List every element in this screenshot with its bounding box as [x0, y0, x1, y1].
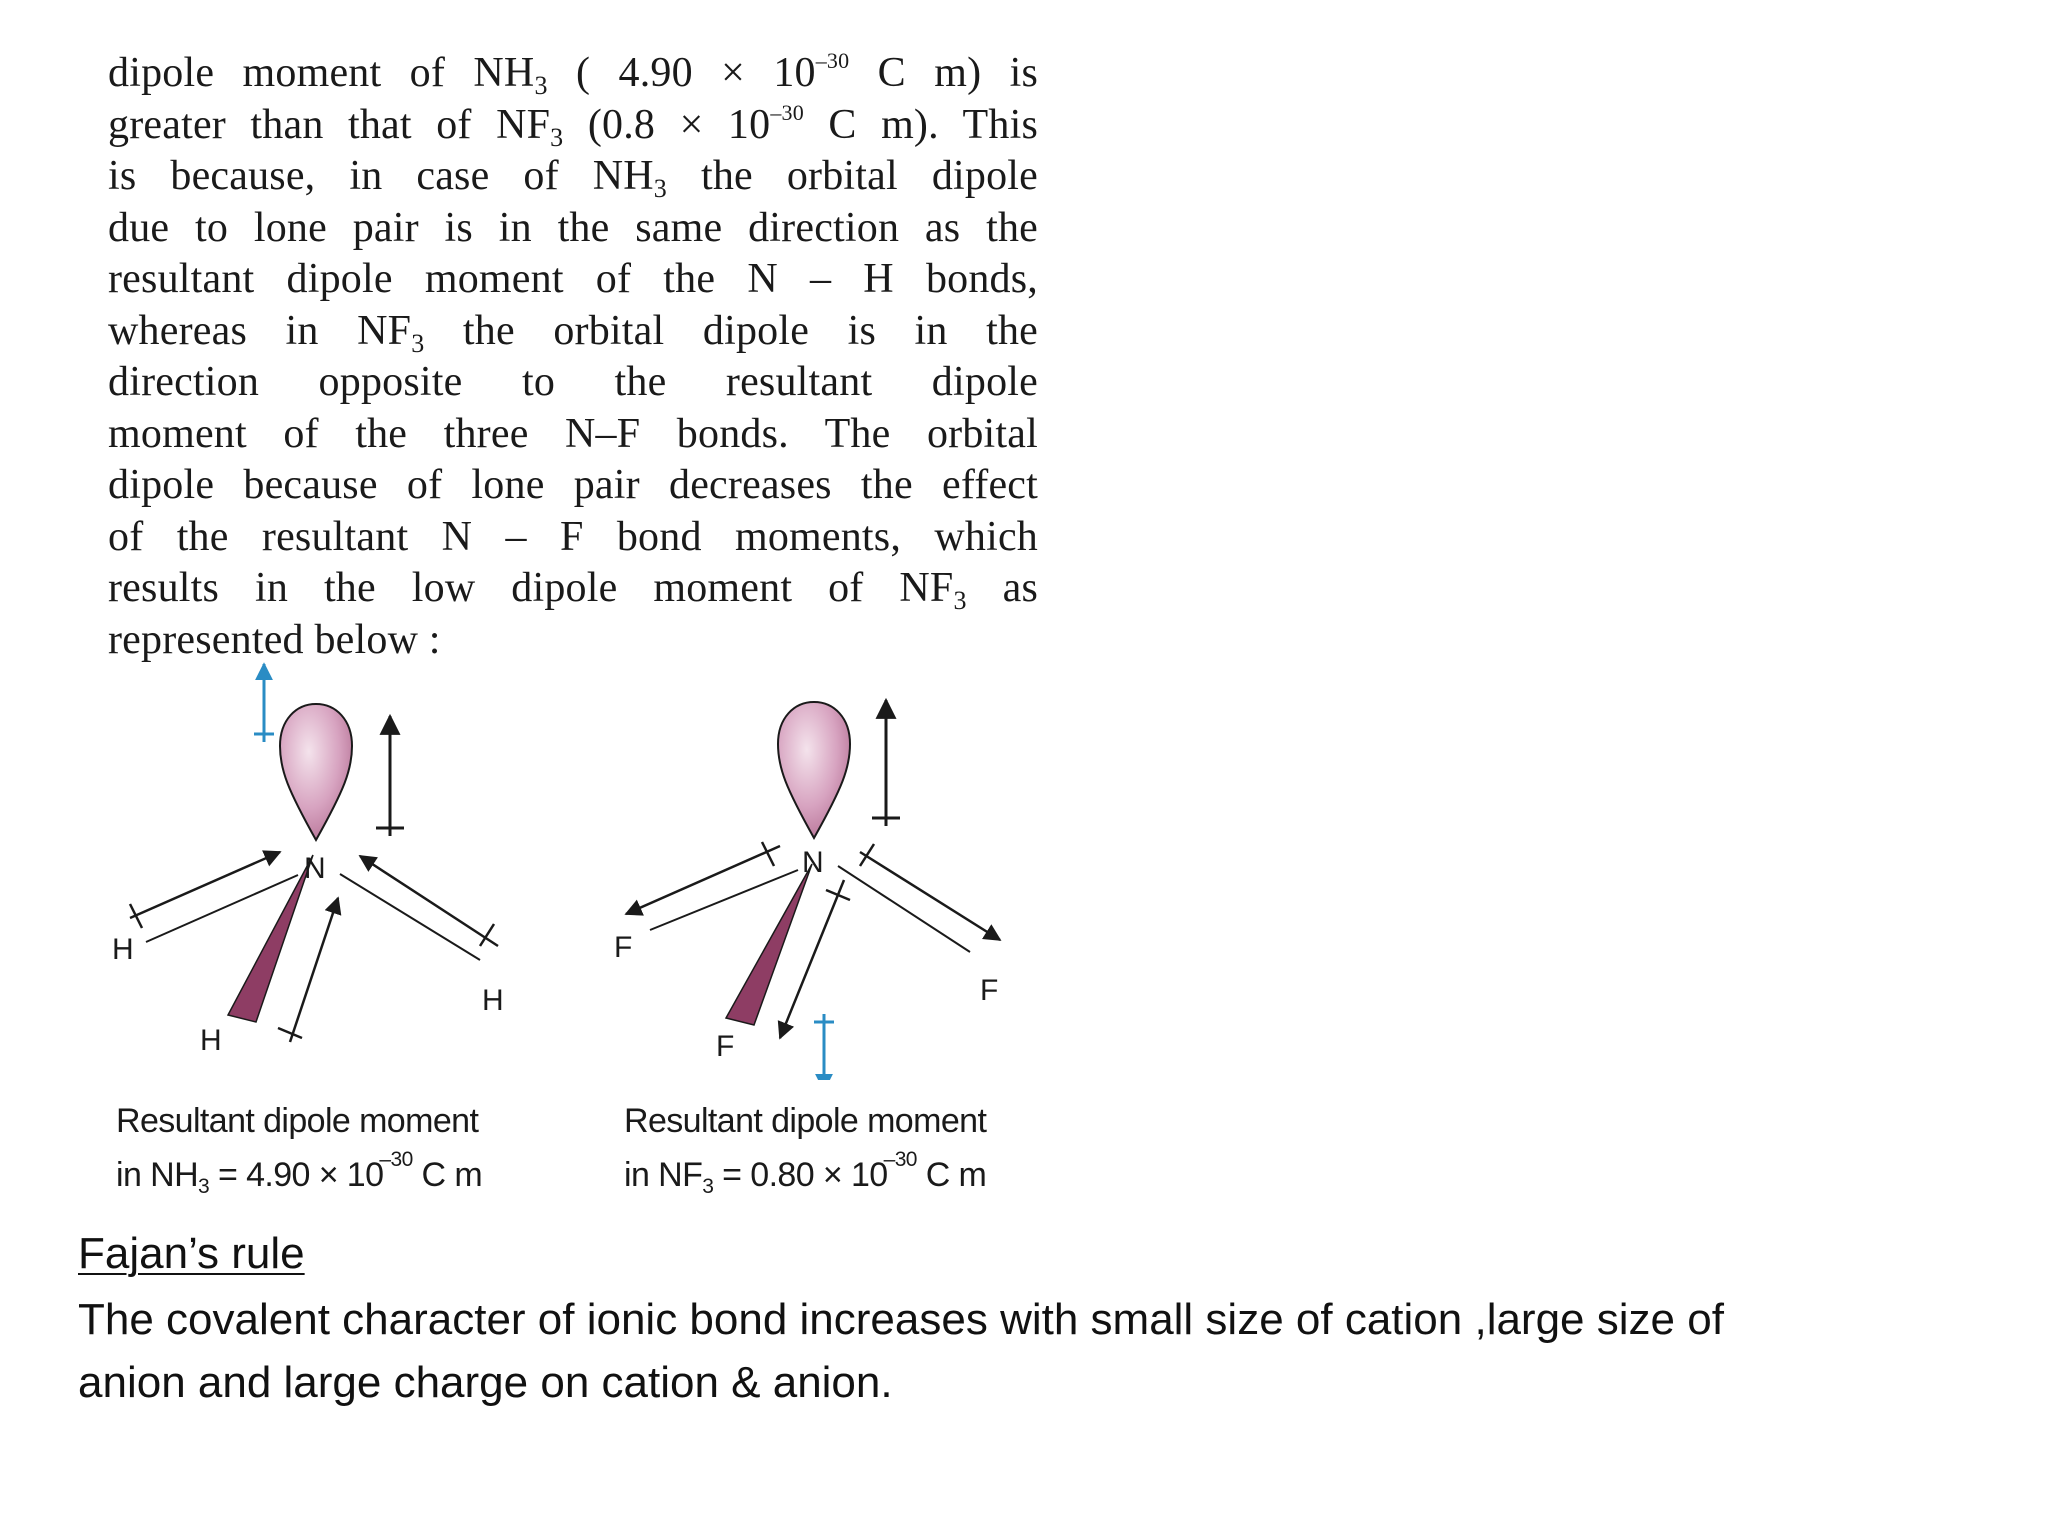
nh3-atom-h-left: H: [112, 933, 134, 966]
dipole-diagrams: [108, 660, 1038, 1085]
fajan-rule-line2: anion and large charge on cation & anion.: [78, 1358, 893, 1407]
nh3-dipole-arrow-left: [130, 852, 280, 918]
paragraph-line: of the resultant N – F bond moments, which: [108, 513, 1038, 560]
nf3-atom-f-bottom: F: [716, 1030, 735, 1063]
paragraph-line: whereas in $NF_3$ the orbital dipole is in the: [108, 307, 1039, 358]
paragraph-line: is because, in case of $NH_3$ the orbital dipole: [108, 153, 1038, 203]
fajan-rule-text: [78, 1288, 1958, 1414]
nh3-wedge-bond: [228, 855, 313, 1022]
nf3-caption-line2: in $NF_3 = 0.80 \times 10^{-30}$ C m: [624, 1148, 987, 1198]
nf3-molecule: [614, 700, 1000, 1080]
nh3-dipole-cross-bottom: [278, 1028, 302, 1038]
paragraph-line: results in the low dipole moment of $NF_3$ as: [108, 565, 1038, 615]
paragraph-line: represented below :: [108, 616, 441, 663]
paragraph-line: dipole because of lone pair decreases the effect: [108, 462, 1038, 508]
fajan-rule-line1: The covalent character of ionic bond increases with small size of cation ,large size of: [78, 1295, 1724, 1344]
nf3-wedge-bond: [726, 864, 812, 1025]
nf3-dipole-arrow-left: [626, 846, 780, 914]
nf3-caption: [624, 1094, 986, 1202]
nf3-dipole-cross-right: [860, 844, 874, 866]
paragraph-line: due to lone pair is in the same direction as the: [108, 204, 1038, 251]
paragraph-line: direction opposite to the resultant dipole: [108, 359, 1038, 405]
nh3-dipole-arrow-bottom: [290, 898, 338, 1042]
nf3-atom-f-right: F: [980, 974, 999, 1007]
nf3-caption-line1: Resultant dipole moment: [624, 1102, 987, 1140]
dipole-diagram-svg: [108, 660, 1038, 1080]
nh3-dipole-arrow-right: [360, 856, 498, 946]
nh3-lone-pair-lobe: [280, 704, 352, 840]
fajan-rule-heading: Fajan’s rule: [78, 1229, 305, 1278]
nh3-caption-line2: in $NH_3 = 4.90 \times 10^{-30}$ C m: [116, 1148, 483, 1198]
paragraph-line: dipole moment of $NH_3$ ( $4.90 \times 10^{-30}$ C m) is: [108, 48, 1038, 100]
paragraph-line: moment of the three N–F bonds. The orbital: [108, 410, 1038, 457]
nh3-center-atom: N: [304, 852, 326, 885]
nf3-lone-pair-lobe: [778, 702, 850, 838]
nf3-center-atom: N: [802, 846, 824, 879]
nf3-bond-left: [650, 870, 798, 930]
paragraph-line: resultant dipole moment of the N – H bonds,: [108, 256, 1038, 302]
nh3-molecule: [112, 664, 504, 1057]
nh3-caption-line1: Resultant dipole moment: [116, 1102, 479, 1140]
nh3-bond-right: [340, 874, 480, 960]
textbook-excerpt: [108, 48, 1038, 666]
nh3-caption: [116, 1094, 482, 1202]
nf3-atom-f-left: F: [614, 931, 633, 964]
nh3-atom-h-bottom: H: [200, 1024, 222, 1057]
nh3-atom-h-right: H: [482, 984, 504, 1017]
paragraph-line: greater than that of $NF_3$ ($0.8 \times 10^{-30}$ C m). This: [108, 99, 1038, 152]
